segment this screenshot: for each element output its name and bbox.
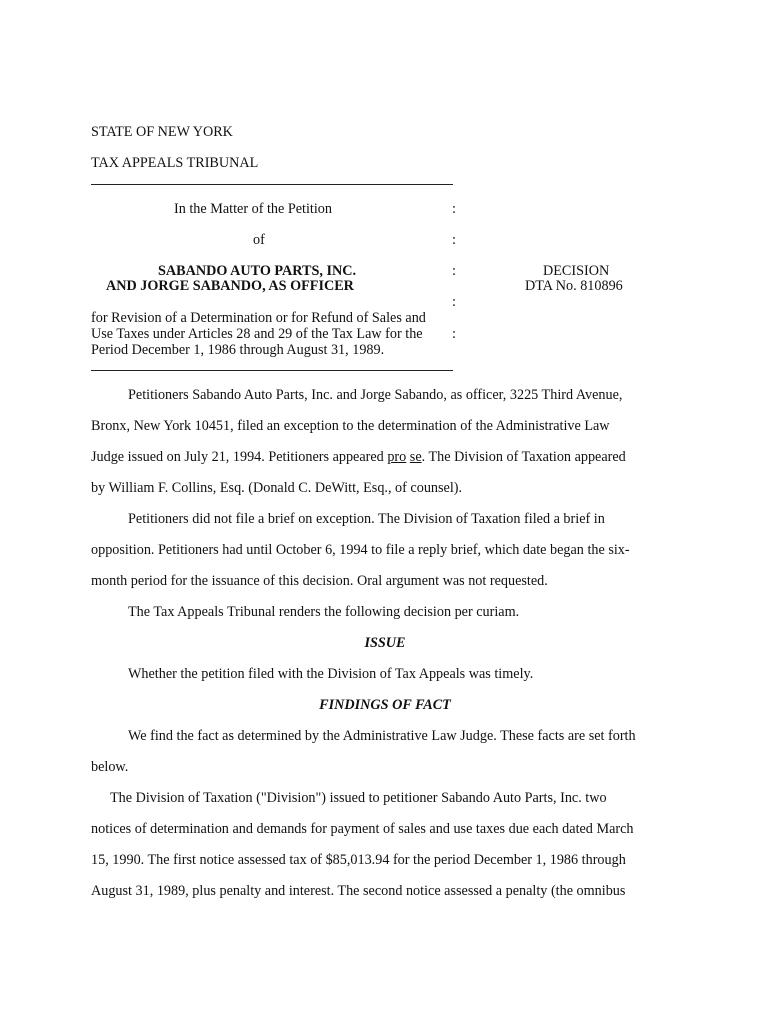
caption-colon: : <box>452 294 456 310</box>
body-line: Whether the petition filed with the Division of Tax Appeals was timely. <box>128 666 534 682</box>
issue-heading: ISSUE <box>364 635 406 651</box>
caption-purpose-line1: for Revision of a Determination or for Refund of Sales and <box>91 310 426 326</box>
findings-heading: FINDINGS OF FACT <box>319 697 451 713</box>
state-heading: STATE OF NEW YORK <box>91 124 233 140</box>
decision-label: DECISION <box>543 263 610 279</box>
caption-bottom-rule <box>91 370 453 371</box>
body-text: Judge issued on July 21, 1994. Petitioners appeared <box>91 449 388 465</box>
pro-se-term: se <box>409 449 422 465</box>
body-line: below. <box>91 759 129 775</box>
caption-matter: In the Matter of the Petition <box>174 201 332 217</box>
body-text: . The Division of Taxation appeared <box>421 449 626 465</box>
dta-number: DTA No. 810896 <box>525 278 623 294</box>
caption-purpose-line3: Period December 1, 1986 through August 31, 1989. <box>91 342 385 358</box>
body-line: August 31, 1989, plus penalty and interest. The second notice assessed a penalty (the omnibus <box>91 883 626 899</box>
caption-colon: : <box>452 232 456 248</box>
body-line: Petitioners did not file a brief on exception. The Division of Taxation filed a brief in <box>128 511 605 527</box>
body-line: Petitioners Sabando Auto Parts, Inc. and Jorge Sabando, as officer, 3225 Third Avenue, <box>128 387 623 403</box>
body-line: The Division of Taxation ("Division") issued to petitioner Sabando Auto Parts, Inc. two <box>110 790 607 806</box>
body-line: notices of determination and demands for payment of sales and use taxes due each dated March <box>91 821 634 837</box>
caption-colon: : <box>452 263 456 279</box>
tribunal-heading: TAX APPEALS TRIBUNAL <box>91 155 259 171</box>
petitioner-name-line2: AND JORGE SABANDO, AS OFFICER <box>106 278 354 294</box>
body-line: The Tax Appeals Tribunal renders the following decision per curiam. <box>128 604 520 620</box>
pro-se-term: pro <box>387 449 407 465</box>
body-line: month period for the issuance of this decision. Oral argument was not requested. <box>91 573 548 589</box>
caption-purpose-line2: Use Taxes under Articles 28 and 29 of the Tax Law for the <box>91 326 423 342</box>
body-line: Bronx, New York 10451, filed an exception to the determination of the Administrative Law <box>91 418 610 434</box>
body-line: We find the fact as determined by the Administrative Law Judge. These facts are set forth <box>128 728 636 744</box>
caption-colon: : <box>452 201 456 217</box>
petitioner-name-line1: SABANDO AUTO PARTS, INC. <box>158 263 357 279</box>
body-line <box>91 449 626 465</box>
caption-colon: : <box>452 326 456 342</box>
caption-top-rule <box>91 184 453 185</box>
body-line: by William F. Collins, Esq. (Donald C. DeWitt, Esq., of counsel). <box>91 480 463 496</box>
caption-of: of <box>253 232 265 248</box>
body-line: 15, 1990. The first notice assessed tax of $85,013.94 for the period December 1, 1986 through <box>91 852 626 868</box>
body-line: opposition. Petitioners had until October 6, 1994 to file a reply brief, which date began the six- <box>91 542 630 558</box>
